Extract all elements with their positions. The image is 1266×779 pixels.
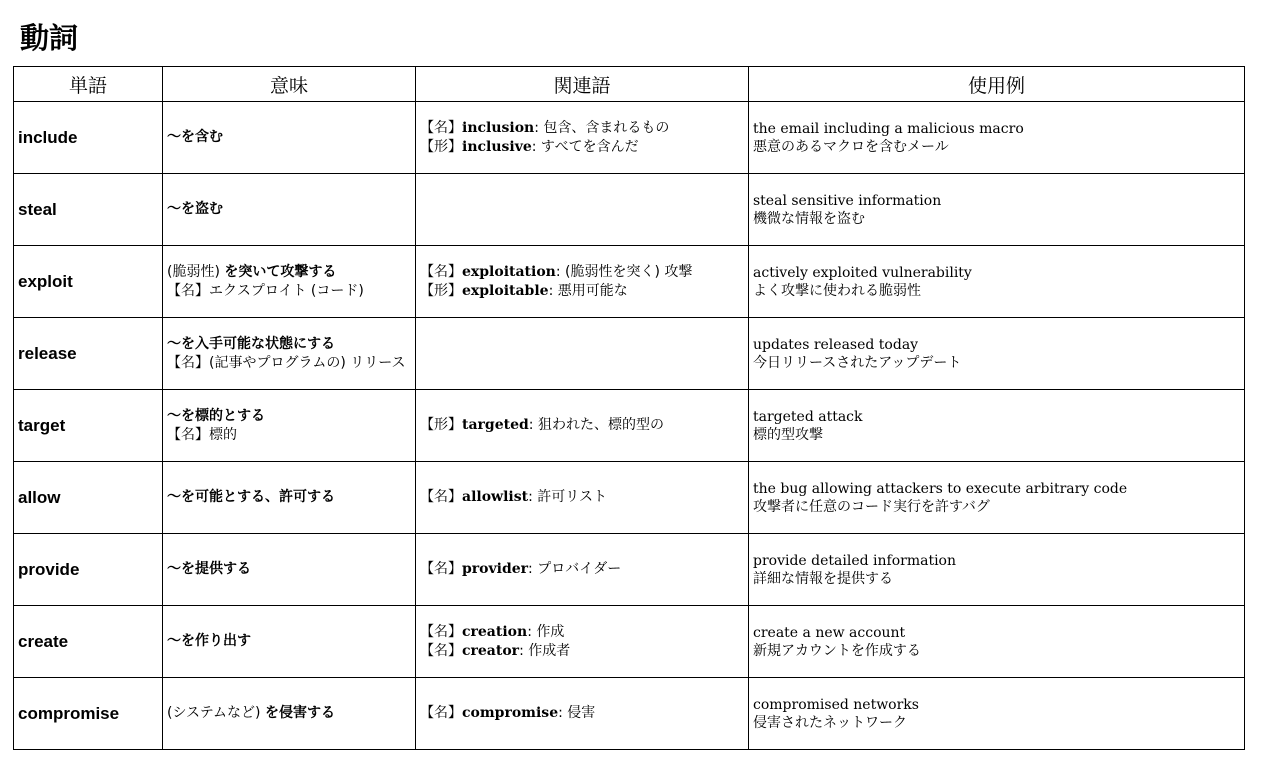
related-cell [416, 174, 749, 246]
part-of-speech-tag: 【形】 [420, 417, 462, 433]
related-gloss: : すべてを含んだ [531, 138, 639, 155]
related-line [420, 488, 744, 507]
example-english: create a new account [753, 624, 906, 641]
example-english: targeted attack [753, 408, 863, 425]
meaning-line [167, 426, 411, 445]
related-word: inclusion [462, 119, 535, 136]
example-english: steal sensitive information [753, 192, 942, 209]
meaning-main: 〜を作り出す [167, 633, 251, 649]
header-row [14, 67, 1245, 102]
column-header-example: 使用例 [749, 67, 1245, 102]
example-cell [749, 606, 1245, 678]
meaning-note: 【名】標的 [167, 426, 237, 443]
example-japanese: 新規アカウントを作成する [753, 642, 921, 659]
meaning-line [167, 200, 411, 219]
example-japanese: 悪意のあるマクロを含むメール [753, 138, 949, 155]
meaning-note: 【名】(記事やプログラムの) リリース [167, 354, 406, 371]
related-line [420, 138, 744, 157]
related-line [420, 623, 744, 642]
meaning-main: 〜を盗む [167, 201, 223, 217]
related-word: provider [462, 561, 529, 577]
word-cell: create [14, 606, 163, 678]
related-line [420, 416, 744, 435]
example-english: actively exploited vulnerability [753, 264, 972, 281]
related-line [420, 704, 744, 723]
meaning-line [167, 704, 411, 723]
word-cell: release [14, 318, 163, 390]
related-cell [416, 390, 749, 462]
example-japanese: 標的型攻撃 [753, 426, 823, 443]
related-line [420, 282, 744, 301]
meaning-cell [163, 390, 416, 462]
meaning-cell [163, 246, 416, 318]
example-cell [749, 246, 1245, 318]
related-cell [416, 534, 749, 606]
meaning-note: (脆弱性) [167, 263, 225, 280]
table-row [14, 390, 1245, 462]
related-gloss: : 作成者 [519, 642, 571, 659]
word-cell: steal [14, 174, 163, 246]
related-word: allowlist [462, 489, 529, 505]
example-cell [749, 102, 1245, 174]
table-row [14, 462, 1245, 534]
table-row [14, 102, 1245, 174]
word-cell: exploit [14, 246, 163, 318]
meaning-line [167, 632, 411, 651]
example-english: the email including a malicious macro [753, 120, 1024, 137]
example-cell [749, 174, 1245, 246]
table-row [14, 606, 1245, 678]
word-cell: include [14, 102, 163, 174]
part-of-speech-tag: 【名】 [420, 623, 462, 640]
related-gloss: : 悪用可能な [548, 282, 628, 299]
part-of-speech-tag: 【名】 [420, 119, 462, 136]
example-japanese: 攻撃者に任意のコード実行を許すバグ [753, 498, 990, 515]
meaning-cell [163, 606, 416, 678]
meaning-line [167, 282, 411, 301]
meaning-main: 〜を入手可能な状態にする [167, 335, 335, 352]
meaning-note: (システムなど) [167, 705, 265, 721]
part-of-speech-tag: 【名】 [420, 561, 462, 577]
example-japanese: 今日リリースされたアップデート [753, 354, 962, 371]
related-gloss: : 作成 [527, 623, 565, 640]
related-cell [416, 462, 749, 534]
table-row [14, 174, 1245, 246]
word-cell: provide [14, 534, 163, 606]
example-japanese: 機微な情報を盗む [753, 210, 865, 227]
part-of-speech-tag: 【名】 [420, 263, 462, 280]
meaning-main: 〜を標的とする [167, 407, 265, 424]
example-cell [749, 318, 1245, 390]
example-cell [749, 390, 1245, 462]
table-row [14, 534, 1245, 606]
example-cell [749, 462, 1245, 534]
related-word: targeted [462, 417, 529, 433]
related-cell [416, 606, 749, 678]
column-header-word: 単語 [14, 67, 163, 102]
related-gloss: : プロバイダー [528, 561, 622, 577]
column-header-meaning: 意味 [163, 67, 416, 102]
example-english: the bug allowing attackers to execute arbitrary code [753, 480, 1128, 497]
meaning-line [167, 354, 411, 373]
meaning-cell [163, 174, 416, 246]
related-word: exploitable [462, 282, 549, 299]
word-cell: compromise [14, 678, 163, 750]
related-line [420, 560, 744, 579]
word-cell: allow [14, 462, 163, 534]
related-cell [416, 318, 749, 390]
example-english: provide detailed information [753, 552, 957, 569]
example-cell [749, 678, 1245, 750]
meaning-main: 〜を可能とする、許可する [167, 489, 335, 505]
table-body [14, 102, 1245, 750]
part-of-speech-tag: 【形】 [420, 282, 462, 299]
related-gloss: : 狙われた、標的型の [528, 417, 664, 433]
part-of-speech-tag: 【名】 [420, 489, 462, 505]
word-cell: target [14, 390, 163, 462]
meaning-main: を突いて攻撃する [224, 263, 337, 280]
vocabulary-table [13, 66, 1245, 750]
meaning-cell [163, 462, 416, 534]
meaning-line [167, 263, 411, 282]
example-english: compromised networks [753, 696, 919, 713]
meaning-main: 〜を提供する [167, 561, 251, 577]
related-word: creator [462, 642, 520, 659]
related-line [420, 642, 744, 661]
related-word: inclusive [462, 138, 532, 155]
meaning-line [167, 335, 411, 354]
table-row [14, 318, 1245, 390]
meaning-main: 〜を含む [167, 129, 223, 145]
table-row [14, 678, 1245, 750]
meaning-line [167, 560, 411, 579]
page-title: 動詞 [20, 21, 79, 55]
related-gloss: : (脆弱性を突く) 攻撃 [555, 263, 693, 280]
meaning-note: 【名】エクスプロイト (コード) [167, 282, 364, 299]
meaning-cell [163, 102, 416, 174]
related-cell [416, 102, 749, 174]
meaning-line [167, 128, 411, 147]
related-word: exploitation [462, 263, 556, 280]
related-gloss: : 許可リスト [528, 489, 607, 505]
related-cell [416, 246, 749, 318]
table-row [14, 246, 1245, 318]
related-gloss: : 侵害 [558, 705, 596, 721]
meaning-cell [163, 534, 416, 606]
related-line [420, 263, 744, 282]
part-of-speech-tag: 【名】 [420, 642, 462, 659]
related-cell [416, 678, 749, 750]
related-word: compromise [462, 705, 559, 721]
meaning-cell [163, 318, 416, 390]
related-line [420, 119, 744, 138]
example-english: updates released today [753, 336, 919, 353]
meaning-cell [163, 678, 416, 750]
meaning-line [167, 488, 411, 507]
column-header-related: 関連語 [416, 67, 749, 102]
example-japanese: 詳細な情報を提供する [753, 570, 893, 587]
example-japanese: 侵害されたネットワーク [753, 714, 907, 731]
meaning-main: を侵害する [264, 705, 335, 721]
part-of-speech-tag: 【名】 [420, 705, 462, 721]
related-word: creation [462, 623, 528, 640]
example-cell [749, 534, 1245, 606]
part-of-speech-tag: 【形】 [420, 138, 462, 155]
related-gloss: : 包含、含まれるもの [534, 119, 670, 136]
example-japanese: よく攻撃に使われる脆弱性 [753, 282, 921, 299]
meaning-line [167, 407, 411, 426]
